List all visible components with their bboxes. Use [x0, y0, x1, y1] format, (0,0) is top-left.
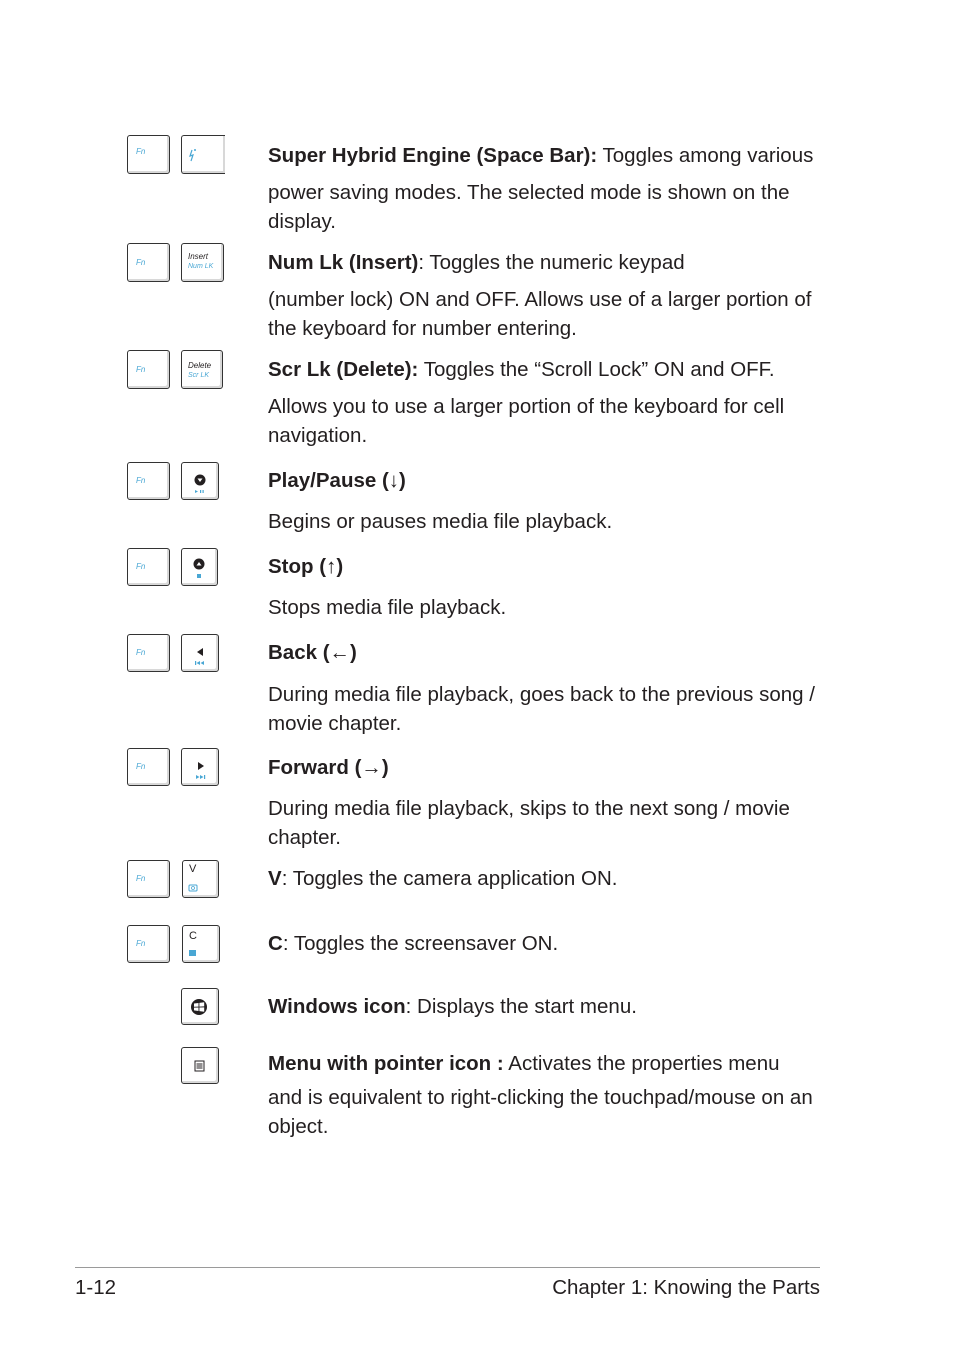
entry-description: [268, 929, 828, 958]
fn-key-label: Fn: [136, 648, 146, 657]
forward-icon: [182, 749, 220, 787]
entry-title: C: [268, 932, 283, 955]
fn-key: [127, 462, 170, 500]
fn-key: [127, 548, 170, 586]
fn-key-label: Fn: [136, 874, 146, 883]
entry-description: [268, 141, 828, 236]
menu-pointer-icon: [182, 1048, 220, 1085]
fn-key-label: Fn: [136, 147, 146, 156]
key-combo: [127, 988, 227, 1028]
fn-key-label: Fn: [136, 939, 146, 948]
entry-description: [268, 638, 828, 738]
fn-key-label: Fn: [136, 562, 146, 571]
fn-key-label: Fn: [136, 762, 146, 771]
camera-icon: [183, 861, 220, 899]
fn-key: [127, 860, 170, 898]
insert-key: [181, 243, 224, 282]
stop-key: [181, 548, 218, 586]
fn-key-label: Fn: [136, 258, 146, 267]
key-combo: [127, 1047, 227, 1087]
entry-title: Play/Pause (↓): [268, 469, 406, 492]
chapter-title: Chapter 1: Knowing the Parts: [552, 1276, 820, 1299]
entry-title: V: [268, 867, 282, 890]
entry-description: [268, 466, 828, 536]
space-bar-key: [181, 135, 225, 174]
v-key: [182, 860, 219, 898]
entry-title: Menu with pointer icon :: [268, 1052, 504, 1075]
entry-description: [268, 552, 828, 622]
key-combo: [127, 748, 227, 788]
entry-inline-text: : Toggles the camera application ON.: [281, 867, 618, 890]
page-number: 1-12: [75, 1276, 117, 1299]
windows-key: [181, 988, 219, 1025]
c-key: [182, 925, 220, 963]
key-combo: [127, 135, 227, 175]
entry-description: [268, 248, 828, 343]
fn-key: [127, 350, 170, 389]
entry-title: Scr Lk (Delete):: [268, 358, 419, 381]
play-pause-key: [181, 462, 219, 500]
entry-inline-text: Toggles among various: [597, 144, 814, 167]
entry-body: During media file playback, goes back to the previous song / movie chapter.: [268, 683, 815, 735]
key-combo: [127, 860, 227, 900]
entry-title: Super Hybrid Engine (Space Bar):: [268, 144, 598, 167]
entry-body: Stops media file playback.: [268, 596, 507, 619]
key-sub-label: Num LK: [188, 263, 214, 270]
fn-key-label: Fn: [136, 365, 146, 374]
forward-key: [181, 748, 219, 786]
entry-description: [268, 355, 828, 450]
entry-description: [268, 1049, 828, 1141]
entry-title: Windows icon: [268, 995, 406, 1018]
back-icon: [182, 635, 220, 673]
entry-body: Begins or pauses media file playback.: [268, 510, 613, 533]
entry-inline-text: : Displays the start menu.: [405, 995, 637, 1018]
entry-description: [268, 864, 828, 893]
entry-title: Num Lk (Insert): [268, 251, 419, 274]
key-top-label: Delete: [188, 361, 212, 370]
super-hybrid-icon: [182, 136, 226, 175]
fn-key: [127, 925, 170, 963]
key-combo: [127, 634, 227, 674]
stop-icon: [182, 549, 219, 587]
key-letter: V: [189, 863, 197, 875]
key-combo: [127, 925, 227, 965]
key-combo: [127, 350, 227, 390]
entry-inline-text: Activates the properties menu: [503, 1052, 780, 1075]
key-top-label: Insert: [188, 252, 209, 261]
fn-key: [127, 748, 170, 786]
menu-key: [181, 1047, 219, 1084]
play-pause-icon: [182, 463, 220, 501]
entry-title: Stop (↑): [268, 555, 344, 578]
fn-key: [127, 135, 170, 174]
windows-icon: [182, 989, 220, 1026]
key-combo: [127, 243, 227, 283]
key-combo: [127, 548, 227, 588]
entry-inline-text: : Toggles the screensaver ON.: [282, 932, 559, 955]
entry-description: [268, 753, 828, 852]
key-letter: C: [189, 930, 197, 942]
entry-title: Back (←): [268, 641, 357, 664]
fn-key: [127, 634, 170, 672]
entry-title: Forward (→): [268, 756, 389, 779]
entry-description: [268, 992, 828, 1021]
delete-key: [181, 350, 223, 389]
entry-body: power saving modes. The selected mode is shown on the display.: [268, 181, 790, 233]
key-sub-label: Scr LK: [188, 372, 210, 379]
back-key: [181, 634, 219, 672]
key-combo: [127, 462, 227, 502]
fn-key: [127, 243, 170, 282]
fn-key-label: Fn: [136, 476, 146, 485]
footer-divider: [75, 1267, 820, 1268]
entry-body: (number lock) ON and OFF. Allows use of a larger portion of the keyboard for number entering.: [268, 288, 812, 340]
entry-body: During media file playback, skips to the next song / movie chapter.: [268, 797, 790, 849]
entry-inline-text: Toggles the “Scroll Lock” ON and OFF.: [418, 358, 775, 381]
entry-body: Allows you to use a larger portion of the keyboard for cell navigation.: [268, 395, 785, 447]
entry-body: and is equivalent to right-clicking the touchpad/mouse on an object.: [268, 1086, 813, 1138]
entry-inline-text: : Toggles the numeric keypad: [418, 251, 685, 274]
screensaver-icon: [183, 926, 221, 964]
